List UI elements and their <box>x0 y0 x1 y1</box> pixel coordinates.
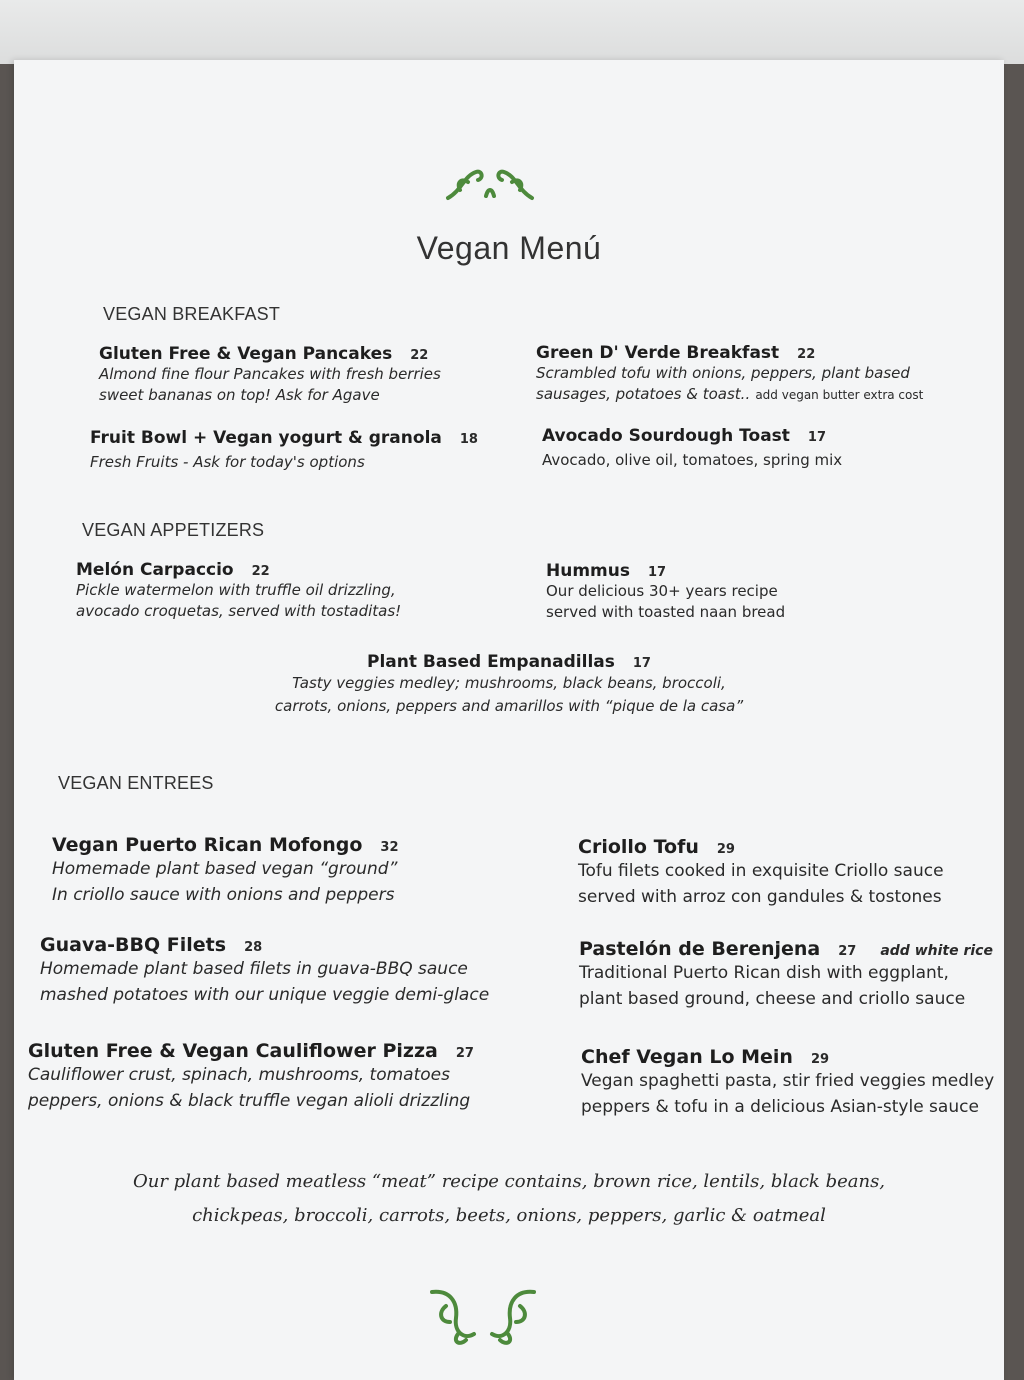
item-name: Gluten Free & Vegan Cauliflower Pizza <box>28 1040 438 1062</box>
item-name: Plant Based Empanadillas <box>367 652 615 672</box>
item-description: Almond fine flour Pancakes with fresh berries <box>99 365 441 383</box>
item-name: Guava-BBQ Filets <box>40 934 227 956</box>
menu-item <box>90 428 478 473</box>
menu-item <box>52 834 399 908</box>
item-name: Criollo Tofu <box>578 836 699 858</box>
item-name: Green D' Verde Breakfast <box>536 343 780 363</box>
item-description: Tofu filets cooked in exquisite Criollo sauce <box>578 861 944 881</box>
menu-item <box>28 1040 474 1114</box>
item-note: add vegan butter extra cost <box>755 388 924 402</box>
menu-item <box>14 652 1004 718</box>
menu-item <box>581 1046 994 1120</box>
item-description: peppers & tofu in a delicious Asian-style sauce <box>581 1097 979 1117</box>
item-description: Scrambled tofu with onions, peppers, plant based <box>536 364 910 382</box>
item-price: 28 <box>244 940 263 955</box>
item-price: 29 <box>810 1052 830 1067</box>
section-heading-breakfast: VEGAN BREAKFAST <box>103 304 281 324</box>
item-description: Traditional Puerto Rican dish with eggplant, <box>579 963 949 983</box>
item-description: Our delicious 30+ years recipe <box>546 582 778 600</box>
ingredients-note-line: chickpeas, broccoli, carrots, beets, onions, peppers, garlic & oatmeal <box>192 1205 826 1226</box>
item-price: 22 <box>410 348 429 363</box>
item-price: 27 <box>838 944 857 959</box>
item-description: Avocado, olive oil, tomatoes, spring mix <box>542 451 843 469</box>
item-description: peppers, onions & black truffle vegan alioli drizzling <box>28 1091 471 1111</box>
item-description: Cauliflower crust, spinach, mushrooms, tomatoes <box>28 1065 450 1085</box>
menu-item <box>76 560 401 622</box>
item-name: Melón Carpaccio <box>76 560 234 580</box>
ingredients-note <box>14 1165 1004 1233</box>
item-price: 17 <box>647 565 667 580</box>
menu-item <box>546 561 785 623</box>
item-name: Avocado Sourdough Toast <box>542 426 790 446</box>
item-name: Gluten Free & Vegan Pancakes <box>99 344 393 364</box>
item-description: served with arroz con gandules & tostones <box>578 887 942 907</box>
item-description: Fresh Fruits - Ask for today's options <box>90 453 365 471</box>
leaf-ornament-bottom-icon <box>428 1282 538 1348</box>
menu-page <box>14 60 1004 1380</box>
menu-item <box>99 344 441 406</box>
item-description: Pickle watermelon with truffle oil drizzling, <box>76 581 396 599</box>
item-name: Hummus <box>546 561 630 581</box>
item-description: sweet bananas on top! Ask for Agave <box>99 386 380 404</box>
item-description: Homemade plant based vegan “ground” <box>52 859 398 879</box>
item-description: sausages, potatoes & toast.. <box>536 385 751 403</box>
item-name: Pastelón de Berenjena <box>579 938 821 960</box>
item-price: 22 <box>797 347 816 362</box>
item-price: 22 <box>251 564 270 579</box>
menu-item <box>536 343 923 405</box>
item-description: Homemade plant based filets in guava-BBQ sauce <box>40 959 468 979</box>
menu-item <box>542 426 842 471</box>
item-price: 17 <box>807 430 827 445</box>
item-note: add white rice <box>880 943 993 959</box>
menu-item <box>40 934 489 1008</box>
item-description: avocado croquetas, served with tostaditas! <box>76 602 402 620</box>
item-name: Vegan Puerto Rican Mofongo <box>52 834 363 856</box>
item-description: plant based ground, cheese and criollo sauce <box>579 989 966 1009</box>
item-description: carrots, onions, peppers and amarillos with “pique de la casa” <box>274 697 744 715</box>
leaf-ornament-top-icon <box>442 160 538 204</box>
item-description: Tasty veggies medley; mushrooms, black beans, broccoli, <box>292 674 726 692</box>
next-page-edge <box>0 0 1024 64</box>
item-description: In criollo sauce with onions and peppers <box>52 885 395 905</box>
item-price: 17 <box>632 656 651 671</box>
item-price: 27 <box>455 1046 474 1061</box>
item-description: Vegan spaghetti pasta, stir fried veggies medley <box>581 1071 995 1091</box>
item-price: 18 <box>459 432 478 447</box>
ingredients-note-line: Our plant based meatless “meat” recipe contains, brown rice, lentils, black beans, <box>132 1171 886 1192</box>
item-price: 32 <box>380 840 399 855</box>
menu-item <box>579 938 993 1012</box>
item-price: 29 <box>716 842 735 857</box>
section-heading-appetizers: VEGAN APPETIZERS <box>82 520 265 540</box>
section-heading-entrees: VEGAN ENTREES <box>58 773 214 793</box>
item-description: mashed potatoes with our unique veggie demi-glace <box>40 985 490 1005</box>
item-description: served with toasted naan bread <box>546 603 786 621</box>
menu-title: Vegan Menú <box>416 230 602 266</box>
menu-item <box>578 836 944 910</box>
item-name: Fruit Bowl + Vegan yogurt & granola <box>90 428 442 448</box>
item-name: Chef Vegan Lo Mein <box>581 1046 793 1068</box>
